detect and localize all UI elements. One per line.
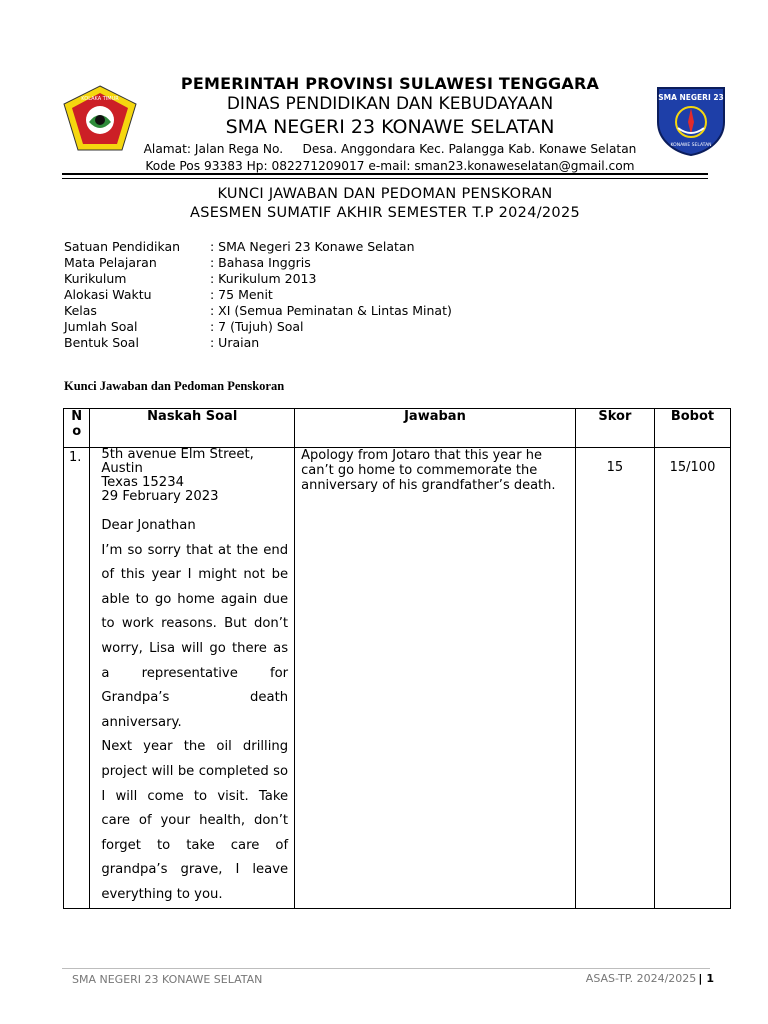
document-title: KUNCI JAWABAN DAN PEDOMAN PENSKORAN (217, 186, 553, 202)
question-text (90, 448, 295, 909)
row-number: 1. (64, 448, 90, 909)
meta-value: : Kurikulum 2013 (210, 271, 317, 286)
letter-address-line: Texas 15234 (101, 475, 184, 490)
letterhead (130, 74, 650, 175)
meta-label: Jumlah Soal (64, 319, 138, 334)
document-meta (64, 239, 452, 351)
header-bobot: Bobot (654, 409, 730, 448)
school-name: SMA NEGERI 23 KONAWE SELATAN (225, 116, 555, 138)
weight-value: 15/100 (654, 448, 730, 909)
meta-label: Kurikulum (64, 271, 127, 286)
meta-value: : SMA Negeri 23 Konawe Selatan (210, 239, 415, 254)
meta-row (64, 287, 452, 303)
letter-paragraph: I’m so sorry that at the end of this year I might not be able to go home again due to work reasons. But don’t worry, Lisa will go there as a representative for Grandpa’s death anniversary. (101, 542, 289, 730)
meta-row (64, 303, 452, 319)
footer-separator: | (698, 972, 703, 985)
svg-text:SMA NEGERI 23: SMA NEGERI 23 (658, 93, 724, 102)
footer-school-name: SMA NEGERI 23 KONAWE SELATAN (72, 973, 263, 986)
meta-value: : XI (Semua Peminatan & Lintas Minat) (210, 303, 452, 318)
letterhead-rule-thin (62, 178, 708, 179)
letter-address-line: 5th avenue Elm Street, Austin (101, 447, 254, 476)
meta-row (64, 255, 452, 271)
letter-greeting: Dear Jonathan (101, 518, 196, 533)
province-name: PEMERINTAH PROVINSI SULAWESI TENGGARA (180, 74, 600, 93)
letter-paragraph: Next year the oil drilling project will be completed so I will come to visit. Take care of your health, don’t forget to take care of grandpa’s grave, I leave everything to you. (101, 739, 289, 902)
answer-key-table (63, 408, 731, 909)
header-skor: Skor (575, 409, 654, 448)
meta-label: Mata Pelajaran (64, 255, 157, 270)
footer-page-info (586, 972, 714, 985)
document-subtitle: ASESMEN SUMATIF AKHIR SEMESTER T.P 2024/2025 (189, 205, 581, 221)
meta-value: : Uraian (210, 335, 260, 350)
footer-exam-code: ASAS-TP. 2024/2025 (585, 972, 697, 985)
meta-value: : 7 (Tujuh) Soal (210, 319, 304, 334)
svg-text:KOLAKA TIMUR: KOLAKA TIMUR (81, 96, 119, 102)
answer-text: Apology from Jotaro that this year he can’t go home to commemorate the anniversary of his grandfather’s death. (295, 448, 576, 909)
letter-date: 29 February 2023 (101, 489, 219, 504)
meta-label: Kelas (64, 303, 97, 318)
meta-row (64, 335, 452, 351)
meta-row (64, 271, 452, 287)
meta-row (64, 319, 452, 335)
meta-row (64, 239, 452, 255)
score-value: 15 (575, 448, 654, 909)
footer-rule (62, 968, 710, 969)
letterhead-rule (62, 173, 708, 175)
table-row (64, 448, 731, 909)
school-contact: Kode Pos 93383 Hp: 082271209017 e-mail: sman23.konaweselatan@gmail.com (145, 159, 635, 173)
header-no: N o (64, 409, 90, 448)
meta-label: Bentuk Soal (64, 335, 139, 350)
table-header-row (64, 409, 731, 448)
section-heading: Kunci Jawaban dan Pedoman Penskoran (64, 379, 285, 393)
svg-text:KONAWE SELATAN: KONAWE SELATAN (670, 143, 712, 148)
school-address: Alamat: Jalan Rega No. Desa. Anggondara Kec. Palangga Kab. Konawe Selatan (143, 142, 637, 156)
school-logo (654, 82, 728, 156)
meta-value: : 75 Menit (210, 287, 273, 302)
provincial-logo (62, 84, 138, 154)
meta-label: Alokasi Waktu (64, 287, 152, 302)
meta-value: : Bahasa Inggris (210, 255, 311, 270)
header-jawaban: Jawaban (295, 409, 576, 448)
meta-label: Satuan Pendidikan (64, 239, 181, 254)
department-name: DINAS PENDIDIKAN DAN KEBUDAYAAN (226, 94, 554, 114)
header-soal: Naskah Soal (90, 409, 295, 448)
page-number: 1 (706, 972, 714, 985)
